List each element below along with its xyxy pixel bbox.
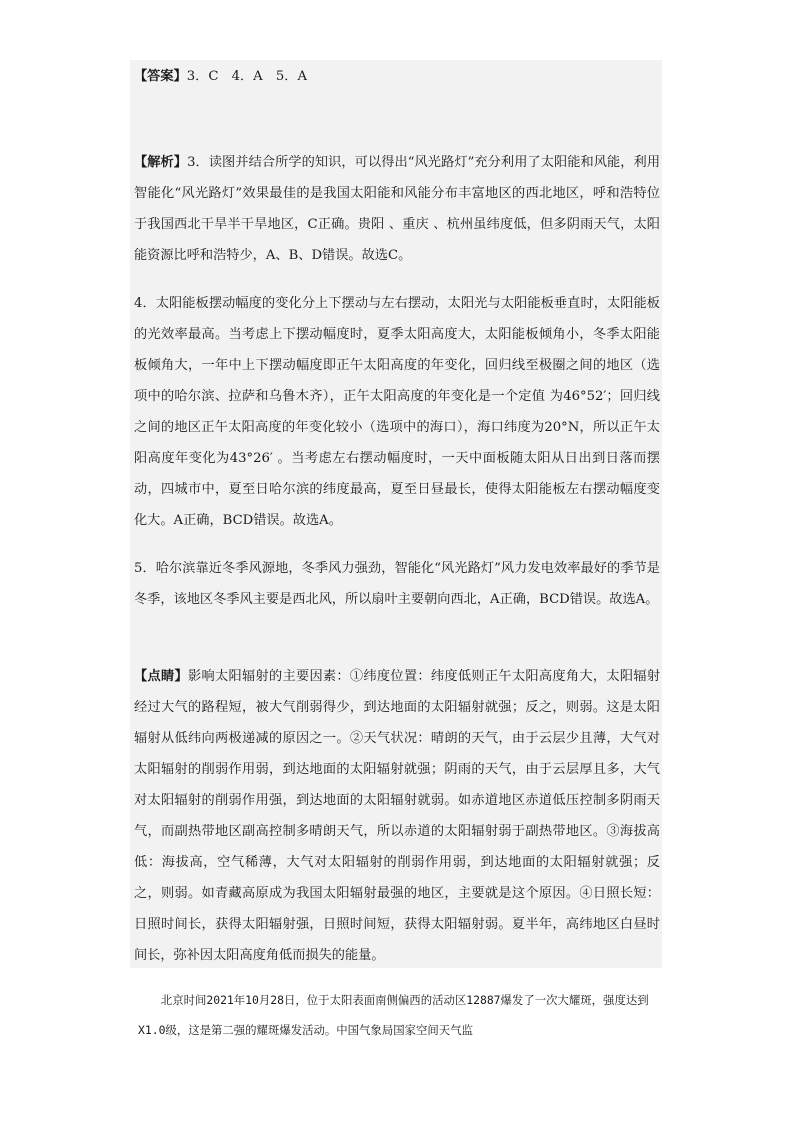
analysis-q3-text: 3．读图并结合所学的知识，可以得出“风光路灯”充分利用了太阳能和风能，利用智能化“风光路灯”效果最佳的是我国太阳能和风能分布丰富地区的西北地区，呼和浩特位于我国西北干旱半干旱地区，C正确。贵阳 、重庆 、杭州虽纬度低，但多阴雨天气，太阳能资源比呼和浩特少，A、B、D错误。故选C。	[134, 155, 661, 263]
analysis-label: 【解析】	[134, 155, 188, 170]
analysis-q4: 4．太阳能板摆动幅度的变化分上下摆动与左右摆动，太阳光与太阳能板垂直时，太阳能板的光效率最高。当考虑上下摆动幅度时，夏季太阳高度大，太阳能板倾角小，冬季太阳能板倾角大，一年中上下摆动幅度即正午太阳高度的年变化，回归线至极圈之间的地区（选项中的哈尔滨、拉萨和乌鲁木齐），正午太阳高度的年变化是一个定值 为46°52′；回归线之间的地区正午太阳高度的年变化较小（选项中的海口），海口纬度为20°N，所以正午太阳高度年变化为43°26′ 。当考虑左右摆动幅度时，一天中面板随太阳从日出到日落而摆动，四城市中，夏至日哈尔滨的纬度最高，夏至日昼最长，使得太阳能板左右摆动幅度变化大。A正确，BCD错误。故选A。	[134, 296, 660, 528]
tip-paragraph	[134, 661, 660, 971]
next-question-intro: 北京时间2021年10月28日，位于太阳表面南侧偏西的活动区12887爆发了一次大耀斑，强度达到X1.0级，这是第二强的耀斑爆发活动。中国气象局国家空间天气监	[138, 993, 649, 1037]
answer-line	[134, 61, 660, 92]
tip-text: 影响太阳辐射的主要因素：①纬度位置：纬度低则正午太阳高度角大，太阳辐射经过大气的路程短，被大气削弱得少，到达地面的太阳辐射就强；反之，则弱。这是太阳辐射从低纬向两极递减的原因之一。②天气状况：晴朗的天气，由于云层少且薄，大气对太阳辐射的削弱作用弱，到达地面的太阳辐射就强；阴雨的天气，由于云层厚且多，大气对太阳辐射的削弱作用强，到达地面的太阳辐射就弱。如赤道地区赤道低压控制多阴雨天气，而副热带地区副高控制多晴朗天气，所以赤道的太阳辐射弱于副热带地区。③海拔高低：海拔高，空气稀薄，大气对太阳辐射的削弱作用弱，到达地面的太阳辐射就强；反之，则弱。如青藏高原成为我国太阳辐射最强的地区，主要就是这个原因。④日照长短：日照时间长，获得太阳辐射强，日照时间短，获得太阳辐射弱。夏半年，高纬地区白昼时间长，弥补因太阳高度角低而损失的能量。	[134, 669, 661, 963]
answer-label: 【答案】	[134, 69, 187, 84]
tip-label: 【点睛】	[134, 669, 188, 684]
answer-text: 3．C 4．A 5．A	[186, 69, 307, 84]
analysis-q3	[134, 147, 660, 271]
analysis-q5: 5．哈尔滨靠近冬季风源地，冬季风力强劲，智能化“风光路灯”风力发电效率最好的季节是冬季，该地区冬季风主要是西北风，所以扇叶主要朝向西北，A正确，BCD错误。故选A。	[134, 561, 660, 607]
